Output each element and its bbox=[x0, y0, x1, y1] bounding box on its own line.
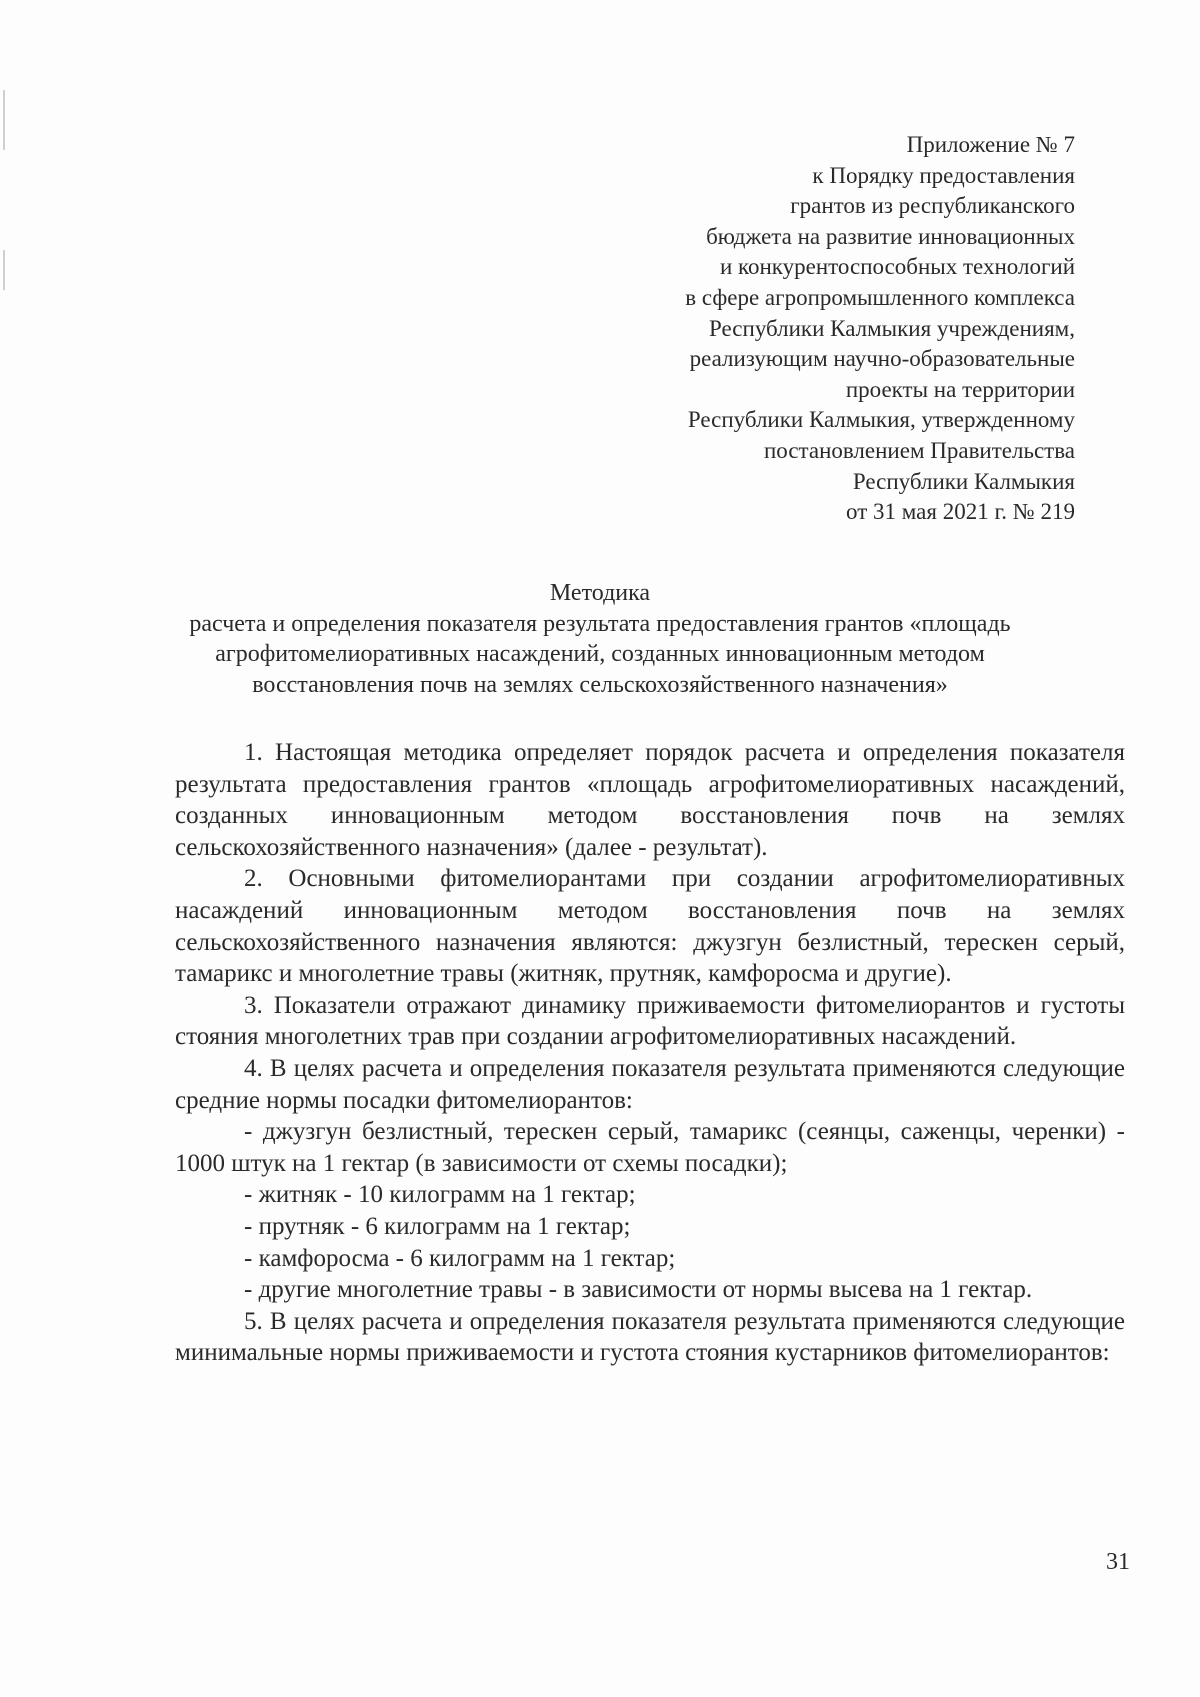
appendix-line: Республики Калмыкия bbox=[852, 468, 1075, 494]
list-item: - другие многолетние травы - в зависимости от нормы высева на 1 гектар. bbox=[244, 1276, 1033, 1304]
paragraph: 5. В целях расчета и определения показателя результата применяются следующие минимальные нормы приживаемости и густота стояния кустарников фитомелиорантов: bbox=[175, 1307, 1125, 1367]
page-number: 31 bbox=[1106, 1549, 1130, 1575]
appendix-line: от 31 мая 2021 г. № 219 bbox=[846, 499, 1075, 525]
appendix-line: Приложение № 7 bbox=[906, 132, 1075, 157]
document-title bbox=[150, 578, 1050, 700]
title-heading: Методика bbox=[549, 580, 651, 606]
appendix-line: и конкурентоспособных технологий bbox=[719, 254, 1075, 280]
scan-edge-mark bbox=[3, 250, 5, 290]
appendix-line: реализующим научно-образовательные bbox=[689, 346, 1075, 372]
appendix-line: постановлением Правительства bbox=[763, 437, 1075, 463]
paragraph: 1. Настоящая методика определяет порядок расчета и определения показателя результата предоставления грантов «площадь агрофитомелиоративных насаждений, созданных инновационным методом восстановления почв на землях сельскохозяйственного назначения» (далее - результат). bbox=[175, 739, 1125, 861]
list-item: - житняк - 10 килограмм на 1 гектар; bbox=[244, 1181, 636, 1209]
title-subtitle: расчета и определения показателя результата предоставления грантов «площадь агрофитомелиоративных насаждений, созданных инновационным методом восстановления почв на землях сельскохозяйственного назначения» bbox=[189, 610, 1011, 698]
appendix-line: грантов из республиканского bbox=[790, 193, 1075, 219]
list-item: - прутняк - 6 килограмм на 1 гектар; bbox=[244, 1212, 631, 1240]
scan-edge-mark bbox=[3, 90, 5, 150]
appendix-line: в сфере агропромышленного комплекса bbox=[685, 284, 1075, 310]
appendix-header bbox=[555, 130, 1075, 528]
appendix-line: Республики Калмыкия учреждениям, bbox=[709, 315, 1075, 341]
paragraph: 4. В целях расчета и определения показателя результата применяются следующие средние нормы посадки фитомелиорантов: bbox=[175, 1054, 1125, 1114]
appendix-line: Республики Калмыкия, утвержденному bbox=[687, 407, 1075, 433]
document-body bbox=[175, 737, 1125, 1369]
paragraph: 3. Показатели отражают динамику приживаемости фитомелиорантов и густоты стояния многолетних трав при создании агрофитомелиоративных насаждений. bbox=[175, 991, 1125, 1051]
list-item: - камфоросма - 6 килограмм на 1 гектар; bbox=[244, 1244, 676, 1272]
appendix-line: бюджета на развитие инновационных bbox=[706, 223, 1075, 249]
appendix-line: проекты на территории bbox=[845, 376, 1075, 402]
list-item: - джузгун безлистный, терескен серый, тамарикс (сеянцы, саженцы, черенки) - 1000 штук на 1 гектар (в зависимости от схемы посадки); bbox=[175, 1118, 1125, 1177]
appendix-line: к Порядку предоставления bbox=[812, 162, 1075, 188]
paragraph: 2. Основными фитомелиорантами при создании агрофитомелиоративных насаждений инновационным методом восстановления почв на землях сельскохозяйственного назначения являются: джузгун безлистный, терескен серый, тамарикс и многолетние травы (житняк, прутняк, камфоросма и другие). bbox=[175, 865, 1125, 988]
